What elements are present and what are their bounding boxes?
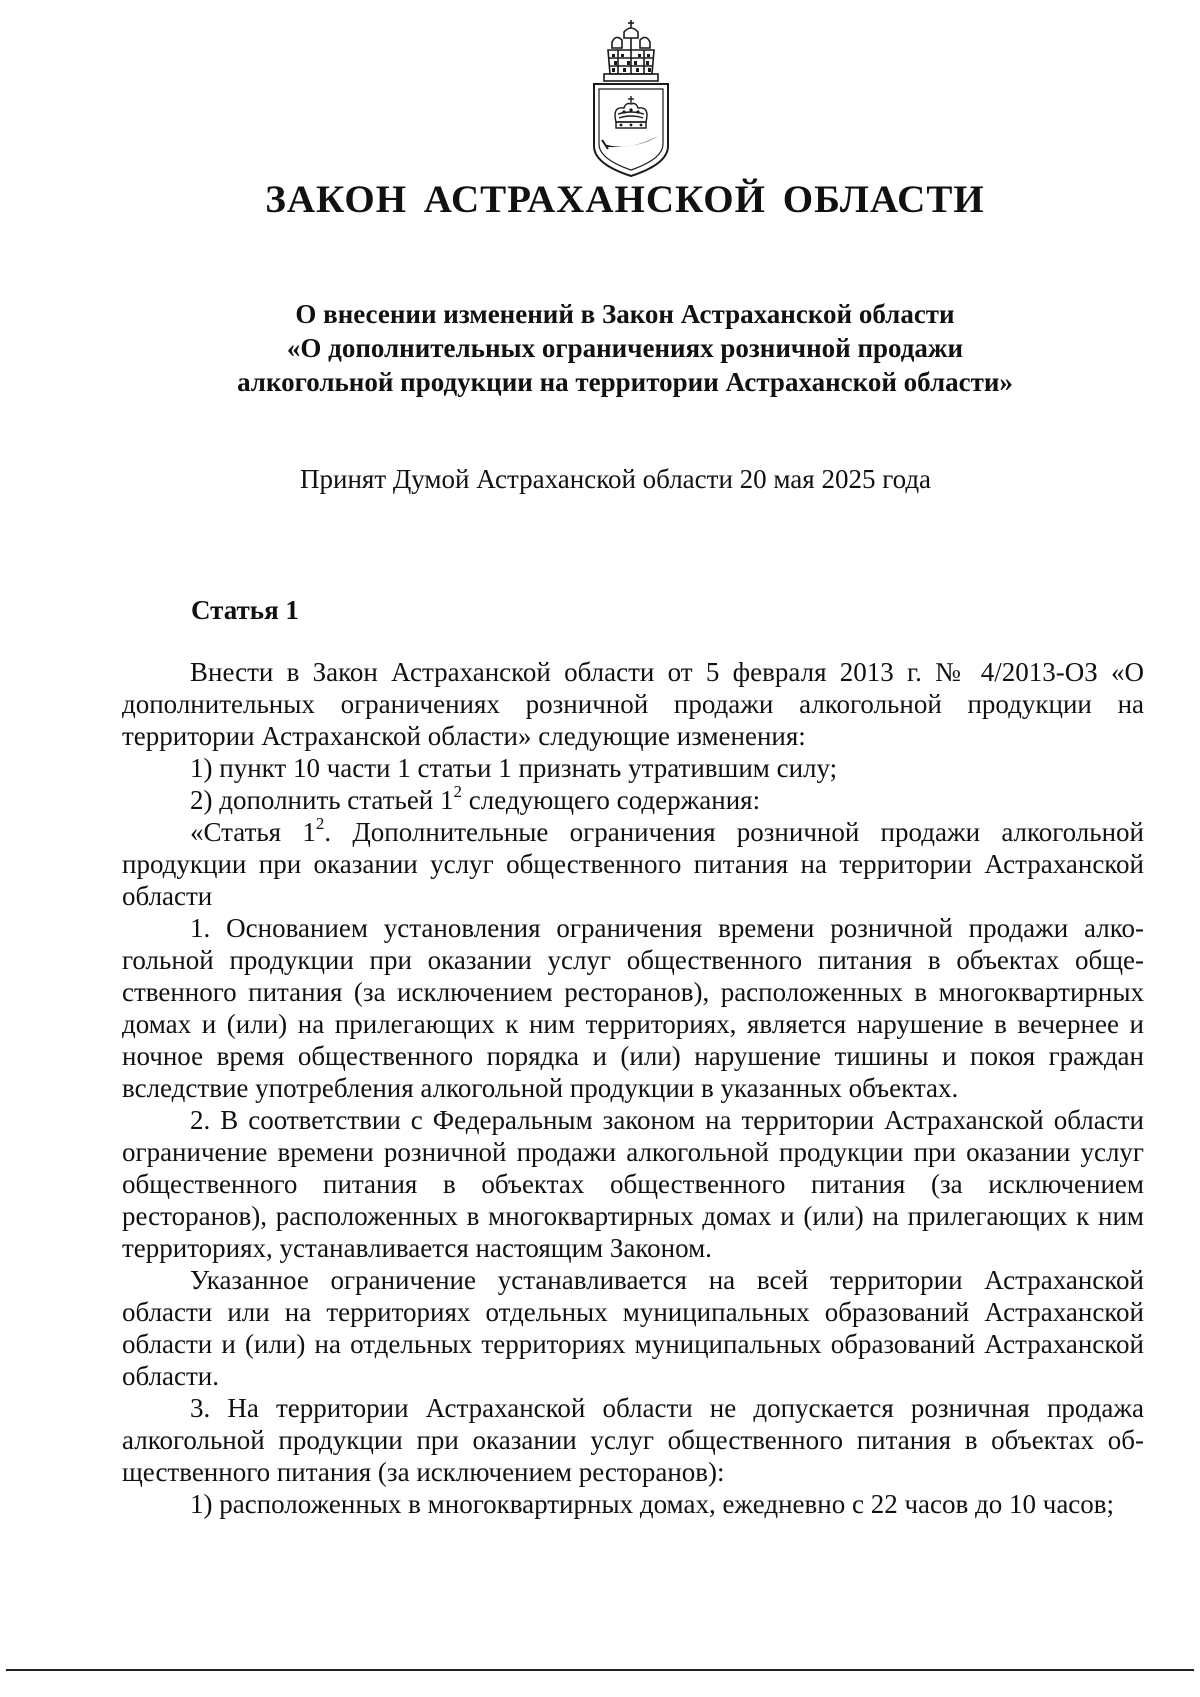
paragraph: 1. Основанием установления ограничения времени розничной продажи алкогольной продукции при оказании услуг общественного питания в объектах общественного питания (за исключением ресторанов), расположенных в многоквартирных домах и (или) на прилегающих к ним территориях, является нарушение в вечернее и ночное время общественного порядка и (или) нарушение тишины и покоя граждан вследствие употребления алкогольной продукции в указанных объектах. xyxy=(122,913,1144,1103)
subtitle-line: О внесении изменений в Закон Астраханской области xyxy=(295,299,955,329)
paragraph: Внести в Закон Астраханской области от 5 февраля 2013 г. № 4/2013-ОЗ «О дополнительных ограничениях розничной продажи алкогольной продукции на территории Астраханской области» следующие изменения: xyxy=(122,657,1144,751)
law-subtitle xyxy=(0,297,1200,399)
paragraph: 1) пункт 10 части 1 статьи 1 признать утратившим силу; xyxy=(190,753,838,783)
subtitle-line: «О дополнительных ограничениях розничной продажи xyxy=(286,333,964,363)
law-title: ЗАКОН АСТРАХАНСКОЙ ОБЛАСТИ xyxy=(265,178,985,221)
superscript: 2 xyxy=(453,782,463,801)
paragraph-text: «Статья 1 xyxy=(190,817,316,847)
article-body xyxy=(122,656,1144,1520)
paragraph-text: следующего содержания: xyxy=(462,785,761,815)
paragraph: 2. В соответствии с Федеральным законом на территории Астраханской области ограничение времени розничной продажи алкогольной продукции при оказании услуг общественного питания в объектах общественного питания (за исключением ресторанов), расположенных в многоквартирных домах и (или) на прилегающих к ним территориях, устанавливается настоящим Законом. xyxy=(122,1105,1144,1263)
superscript: 2 xyxy=(315,814,325,833)
footer-divider xyxy=(6,1669,1194,1671)
subtitle-line: алкогольной продукции на территории Астраханской области» xyxy=(237,367,1013,397)
paragraph: Указанное ограничение устанавливается на всей территории Астраханской области или на территориях отдельных муниципальных образований Астраханской области и (или) на отдельных территориях муниципальных образований Астраханской области. xyxy=(122,1265,1144,1391)
paragraph xyxy=(122,784,1144,816)
paragraph-text: 2) дополнить статьей 1 xyxy=(190,785,454,815)
adoption-statement: Принят Думой Астраханской области 20 мая 2025 года xyxy=(300,464,932,494)
paragraph: 3. На территории Астраханской области не допускается розничная продажа алкогольной продукции при оказании услуг общественного питания в объектах общественного питания (за исключением ресторанов): xyxy=(122,1393,1144,1487)
paragraph: 1) расположенных в многоквартирных домах, ежедневно с 22 часов до 10 часов; xyxy=(190,1489,1115,1519)
article-heading: Статья 1 xyxy=(191,595,299,625)
paragraph xyxy=(122,816,1144,912)
paragraph-text: . Дополнительные ограничения розничной продажи алкогольной продукции при оказании услуг общественного питания на территории Астраханской области xyxy=(122,817,1144,911)
astrakhan-coat-of-arms-icon xyxy=(588,18,674,178)
